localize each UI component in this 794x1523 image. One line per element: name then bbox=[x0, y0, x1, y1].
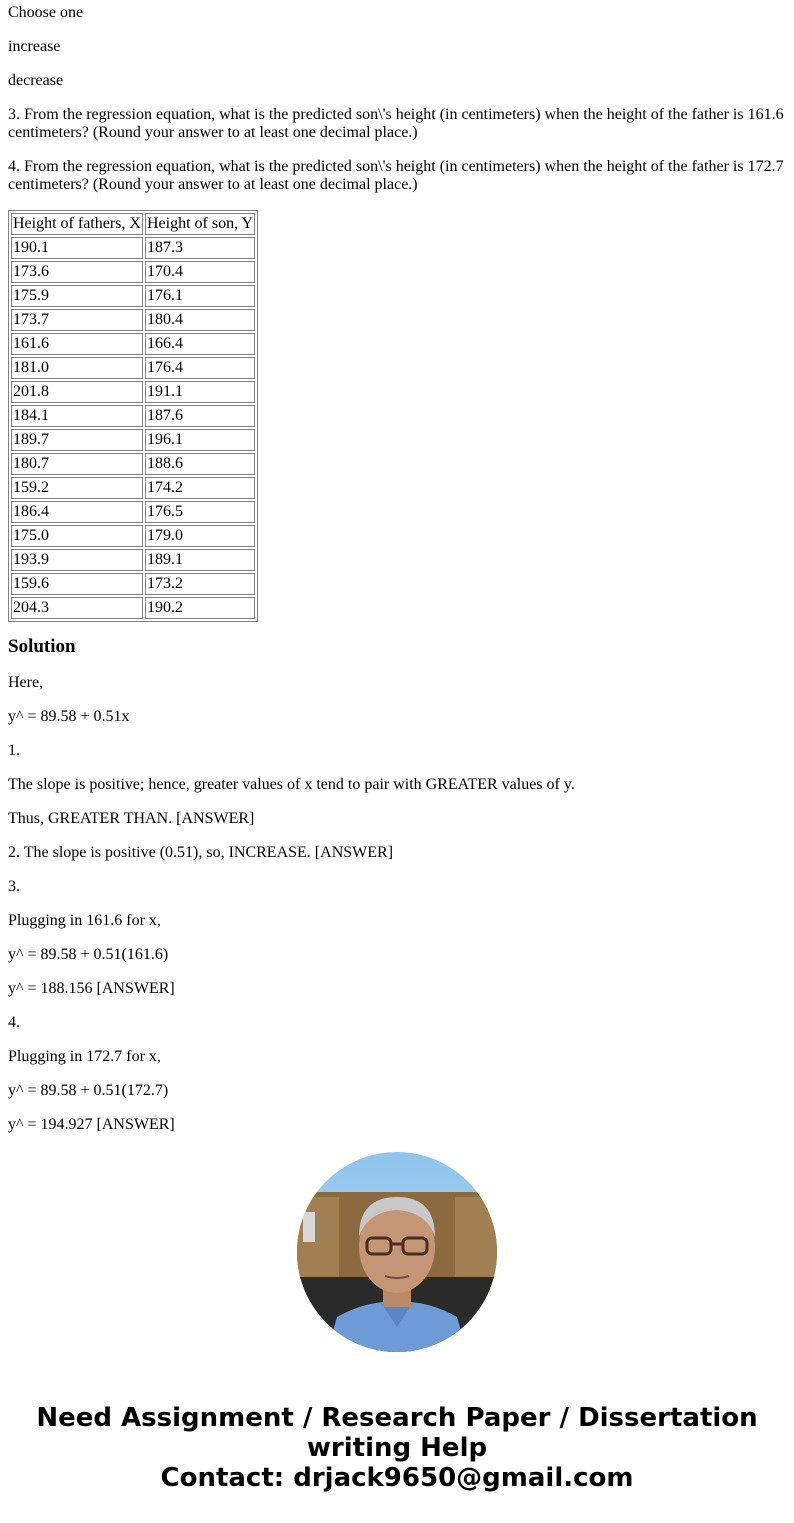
table-header-x: Height of fathers, X bbox=[11, 213, 143, 235]
father-height-cell: 161.6 bbox=[11, 333, 143, 355]
solution-line: y^ = 89.58 + 0.51(161.6) bbox=[8, 946, 169, 963]
solution-line: Thus, GREATER THAN. [ANSWER] bbox=[8, 810, 255, 827]
son-height-cell: 176.1 bbox=[145, 285, 255, 307]
data-table bbox=[8, 210, 258, 622]
father-height-cell: 186.4 bbox=[11, 501, 143, 523]
option-decrease: decrease bbox=[8, 72, 64, 89]
table-row bbox=[11, 525, 255, 547]
father-height-cell: 173.7 bbox=[11, 309, 143, 331]
table-row bbox=[11, 453, 255, 475]
father-height-cell: 159.2 bbox=[11, 477, 143, 499]
father-height-cell: 175.0 bbox=[11, 525, 143, 547]
solution-line: The slope is positive; hence, greater values of x tend to pair with GREATER values of y. bbox=[8, 776, 575, 793]
table-row bbox=[11, 333, 255, 355]
solution-line: Plugging in 172.7 for x, bbox=[8, 1048, 161, 1065]
solution-line: y^ = 194.927 [ANSWER] bbox=[8, 1116, 175, 1133]
table-row bbox=[11, 357, 255, 379]
father-height-cell: 201.8 bbox=[11, 381, 143, 403]
son-height-cell: 187.3 bbox=[145, 237, 255, 259]
table-row bbox=[11, 285, 255, 307]
promo-text bbox=[0, 1403, 794, 1493]
father-height-cell: 159.6 bbox=[11, 573, 143, 595]
promo-banner bbox=[0, 1152, 794, 1493]
solution-body bbox=[8, 674, 786, 1134]
table-header-y: Height of son, Y bbox=[145, 213, 255, 235]
son-height-cell: 170.4 bbox=[145, 261, 255, 283]
solution-line: y^ = 89.58 + 0.51(172.7) bbox=[8, 1082, 169, 1099]
promo-line-1: Need Assignment / Research Paper / Dissertation writing Help bbox=[36, 1403, 758, 1463]
father-height-cell: 190.1 bbox=[11, 237, 143, 259]
solution-line: 4. bbox=[8, 1014, 20, 1031]
table-row bbox=[11, 381, 255, 403]
question-4: 4. From the regression equation, what is the predicted son\'s height (in centimeters) when the height of the father is 172.7 centimeters? (Round your answer to at least one decimal place.) bbox=[8, 158, 784, 193]
solution-line: 2. The slope is positive (0.51), so, INCREASE. [ANSWER] bbox=[8, 844, 394, 861]
father-height-cell: 173.6 bbox=[11, 261, 143, 283]
avatar bbox=[297, 1152, 497, 1352]
son-height-cell: 196.1 bbox=[145, 429, 255, 451]
table-row bbox=[11, 261, 255, 283]
solution-heading: Solution bbox=[8, 636, 76, 657]
father-height-cell: 193.9 bbox=[11, 549, 143, 571]
father-height-cell: 189.7 bbox=[11, 429, 143, 451]
son-height-cell: 176.5 bbox=[145, 501, 255, 523]
table-row bbox=[11, 405, 255, 427]
table-row bbox=[11, 573, 255, 595]
table-row bbox=[11, 597, 255, 619]
father-height-cell: 181.0 bbox=[11, 357, 143, 379]
table-row bbox=[11, 237, 255, 259]
solution-line: Plugging in 161.6 for x, bbox=[8, 912, 161, 929]
son-height-cell: 174.2 bbox=[145, 477, 255, 499]
choose-one-label: Choose one bbox=[8, 4, 84, 21]
solution-line: y^ = 89.58 + 0.51x bbox=[8, 708, 130, 725]
option-increase: increase bbox=[8, 38, 61, 55]
father-height-cell: 180.7 bbox=[11, 453, 143, 475]
son-height-cell: 188.6 bbox=[145, 453, 255, 475]
table-row bbox=[11, 549, 255, 571]
father-height-cell: 204.3 bbox=[11, 597, 143, 619]
solution-line: 3. bbox=[8, 878, 20, 895]
son-height-cell: 176.4 bbox=[145, 357, 255, 379]
son-height-cell: 180.4 bbox=[145, 309, 255, 331]
son-height-cell: 187.6 bbox=[145, 405, 255, 427]
father-height-cell: 175.9 bbox=[11, 285, 143, 307]
portrait-image bbox=[297, 1152, 497, 1352]
question-3: 3. From the regression equation, what is the predicted son\'s height (in centimeters) when the height of the father is 161.6 centimeters? (Round your answer to at least one decimal place.) bbox=[8, 106, 784, 141]
solution-line: y^ = 188.156 [ANSWER] bbox=[8, 980, 175, 997]
son-height-cell: 166.4 bbox=[145, 333, 255, 355]
table-row bbox=[11, 477, 255, 499]
father-height-cell: 184.1 bbox=[11, 405, 143, 427]
son-height-cell: 179.0 bbox=[145, 525, 255, 547]
son-height-cell: 190.2 bbox=[145, 597, 255, 619]
promo-line-2: Contact: drjack9650@gmail.com bbox=[160, 1463, 634, 1493]
son-height-cell: 189.1 bbox=[145, 549, 255, 571]
solution-line: 1. bbox=[8, 742, 20, 759]
son-height-cell: 173.2 bbox=[145, 573, 255, 595]
son-height-cell: 191.1 bbox=[145, 381, 255, 403]
table-row bbox=[11, 501, 255, 523]
table-header-row bbox=[11, 213, 255, 235]
table-row bbox=[11, 429, 255, 451]
solution-line: Here, bbox=[8, 674, 44, 691]
table-row bbox=[11, 309, 255, 331]
